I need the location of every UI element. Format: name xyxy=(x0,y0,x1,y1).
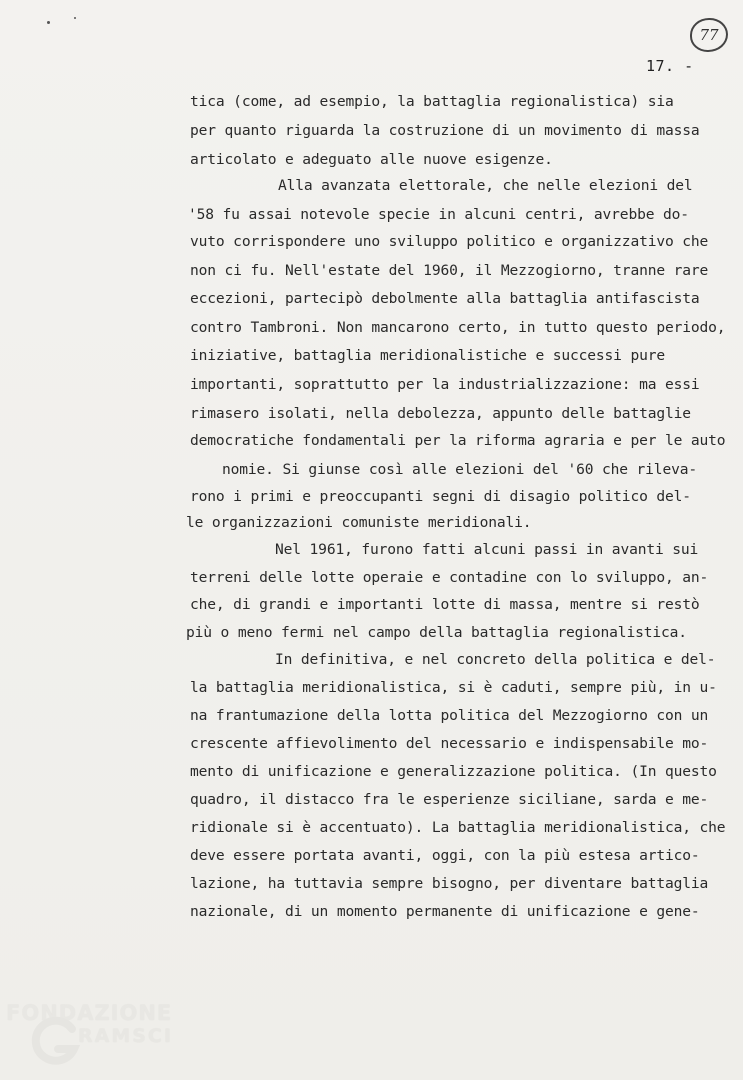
text-line: che, di grandi e importanti lotte di massa, mentre si restò xyxy=(190,596,700,613)
text-line: democratiche fondamentali per la riforma agraria e per le auto xyxy=(190,432,726,449)
text-line: la battaglia meridionalistica, si è caduti, sempre più, in u- xyxy=(190,679,717,696)
page-number: 17. - xyxy=(646,57,694,75)
fondazione-gramsci-watermark xyxy=(2,995,202,1075)
text-line: importanti, soprattutto per la industrializzazione: ma essi xyxy=(190,376,700,393)
text-line: iniziative, battaglia meridionalistiche e successi pure xyxy=(190,347,665,364)
text-line: rimasero isolati, nella debolezza, appunto delle battaglie xyxy=(190,405,691,422)
text-line: eccezioni, partecipò debolmente alla battaglia antifascista xyxy=(190,290,700,307)
text-line: '58 fu assai notevole specie in alcuni centri, avrebbe do- xyxy=(188,206,689,223)
scan-speck xyxy=(47,21,50,24)
text-line: nazionale, di un momento permanente di unificazione e gene- xyxy=(190,903,700,920)
text-line: non ci fu. Nell'estate del 1960, il Mezzogiorno, tranne rare xyxy=(190,262,709,279)
text-line: le organizzazioni comuniste meridionali. xyxy=(186,514,532,531)
text-line: quadro, il distacco fra le esperienze siciliane, sarda e me- xyxy=(190,791,709,808)
text-line: terreni delle lotte operaie e contadine con lo sviluppo, an- xyxy=(190,569,709,586)
text-line: ridionale si è accentuato). La battaglia meridionalistica, che xyxy=(190,819,726,836)
text-line: deve essere portata avanti, oggi, con la più estesa artico- xyxy=(190,847,700,864)
text-line: crescente affievolimento del necessario e indispensabile mo- xyxy=(190,735,709,752)
text-line: per quanto riguarda la costruzione di un movimento di massa xyxy=(190,122,700,139)
watermark-line2: RAMSCI xyxy=(78,1025,173,1047)
text-line: mento di unificazione e generalizzazione politica. (In questo xyxy=(190,763,717,780)
archive-page-number: 77 xyxy=(690,18,728,52)
text-line: Alla avanzata elettorale, che nelle elezioni del xyxy=(278,177,693,194)
text-line: Nel 1961, furono fatti alcuni passi in avanti sui xyxy=(275,541,699,558)
text-line: più o meno fermi nel campo della battaglia regionalistica. xyxy=(186,624,687,641)
text-line: rono i primi e preoccupanti segni di disagio politico del- xyxy=(190,488,691,505)
text-line: articolato e adeguato alle nuove esigenze. xyxy=(190,151,553,168)
gramsci-g-logo-icon xyxy=(28,1015,82,1069)
watermark-line1: FONDAZIONE xyxy=(6,1001,173,1025)
text-line: tica (come, ad esempio, la battaglia regionalistica) sia xyxy=(190,93,674,110)
scan-speck xyxy=(74,17,76,19)
text-line: In definitiva, e nel concreto della politica e del- xyxy=(275,651,716,668)
text-line: na frantumazione della lotta politica del Mezzogiorno con un xyxy=(190,707,709,724)
text-line: lazione, ha tuttavia sempre bisogno, per diventare battaglia xyxy=(190,875,709,892)
text-line: contro Tambroni. Non mancarono certo, in tutto questo periodo, xyxy=(190,319,726,336)
text-line: nomie. Si giunse così alle elezioni del '60 che rileva- xyxy=(222,461,697,478)
text-line: vuto corrispondere uno sviluppo politico e organizzativo che xyxy=(190,233,709,250)
